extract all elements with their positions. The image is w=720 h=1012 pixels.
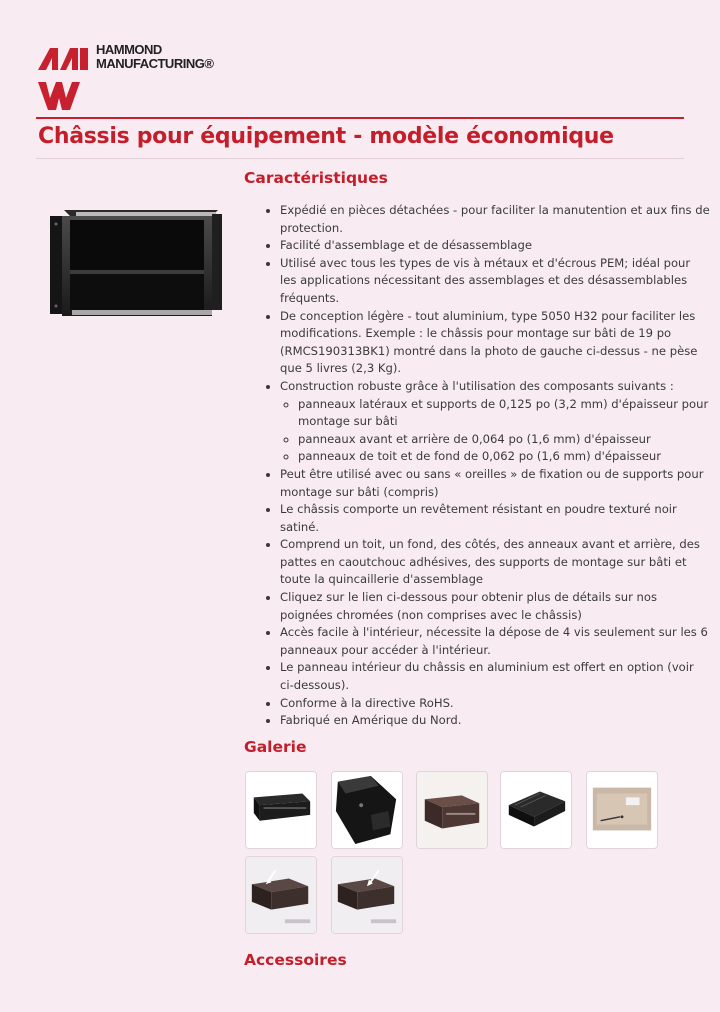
component-item: ◦ panneaux de toit et de fond de 0,062 po (1,6 mm) d'épaisseur (298, 448, 710, 466)
packaged-kit-box-icon (587, 772, 657, 848)
black-chassis-angled-icon (501, 772, 571, 848)
feature-item: • Conforme à la directive RoHS. (280, 695, 710, 713)
page-title: Châssis pour équipement - modèle économique (38, 124, 614, 149)
features-list (262, 202, 710, 730)
feature-item: • Accès facile à l'intérieur, nécessite la dépose de 4 vis seulement sur les 6 panneaux pour accéder à l'intérieur. (280, 624, 710, 659)
gallery-thumb-3[interactable] (416, 771, 488, 849)
feature-item: • Facilité d'assemblage et de désassemblage (280, 237, 710, 255)
brown-enclosure-box-icon (417, 772, 487, 848)
feature-item: • Cliquez sur le lien ci-dessous pour obtenir plus de détails sur nos poignées chromées (non comprises avec le châssis) (280, 589, 710, 624)
features-heading: Caractéristiques (244, 169, 388, 187)
feature-item: • Peut être utilisé avec ou sans « oreilles » de fixation ou de supports pour montage sur bâti (compris) (280, 466, 710, 501)
feature-item-label: Construction robuste grâce à l'utilisation des composants suivants : (280, 378, 674, 393)
title-accent-bar (36, 117, 684, 119)
logo-text-hammond: HAMMOND (96, 42, 162, 57)
feature-item-components (280, 378, 710, 466)
chassis-with-arrow-icon (246, 857, 316, 933)
feature-item: • Expédié en pièces détachées - pour faciliter la manutention et aux fins de protection. (280, 202, 710, 237)
accessories-heading: Accessoires (244, 951, 347, 969)
rack-chassis-photo (50, 202, 230, 328)
components-sublist (280, 396, 710, 466)
feature-item: • Comprend un toit, un fond, des côtés, des anneaux avant et arrière, des pattes en caoutchouc adhésives, des supports de montage sur bâti et toute la quincaillerie d'assemblage (280, 536, 710, 589)
feature-item: • Le châssis comporte un revêtement résistant en poudre texturé noir satiné. (280, 501, 710, 536)
feature-item: • Utilisé avec tous les types de vis à métaux et d'écrous PEM; idéal pour les applications nécessitant des assemblages et des désassemblables fréquents. (280, 255, 710, 308)
feature-item: • Fabriqué en Amérique du Nord. (280, 712, 710, 730)
chassis-with-arrow-alt-icon (332, 857, 402, 933)
feature-item: • De conception légère - tout aluminium, type 5050 H32 pour faciliter les modifications. Exemple : le châssis pour montage sur bâti de 19 po (RMCS190313BK1) montré dans la photo de gauche ci-dessus - ne pèse que 5 livres (2,3 Kg). (280, 308, 710, 378)
gallery-thumb-7[interactable] (331, 856, 403, 934)
component-item: ◦ panneaux avant et arrière de 0,064 po (1,6 mm) d'épaisseur (298, 431, 710, 449)
component-item: ◦ panneaux latéraux et supports de 0,125 po (3,2 mm) d'épaisseur pour montage sur bâti (298, 396, 710, 431)
title-divider (36, 158, 684, 159)
gallery-thumb-2[interactable] (331, 771, 403, 849)
gallery-thumb-6[interactable] (245, 856, 317, 934)
gallery-thumb-1[interactable] (245, 771, 317, 849)
feature-item: • Le panneau intérieur du châssis en aluminium est offert en option (voir ci-dessous). (280, 659, 710, 694)
gallery-thumb-4[interactable] (500, 771, 572, 849)
logo-text-manufacturing: MANUFACTURING® (96, 56, 214, 71)
hammond-logo[interactable] (36, 40, 236, 112)
gallery-heading: Galerie (244, 738, 307, 756)
gallery-thumb-5[interactable] (586, 771, 658, 849)
hammond-logo-icon (36, 40, 92, 112)
gallery-grid (244, 770, 684, 940)
black-chassis-drawer-icon (246, 772, 316, 848)
chassis-corner-closeup-icon (332, 772, 402, 848)
